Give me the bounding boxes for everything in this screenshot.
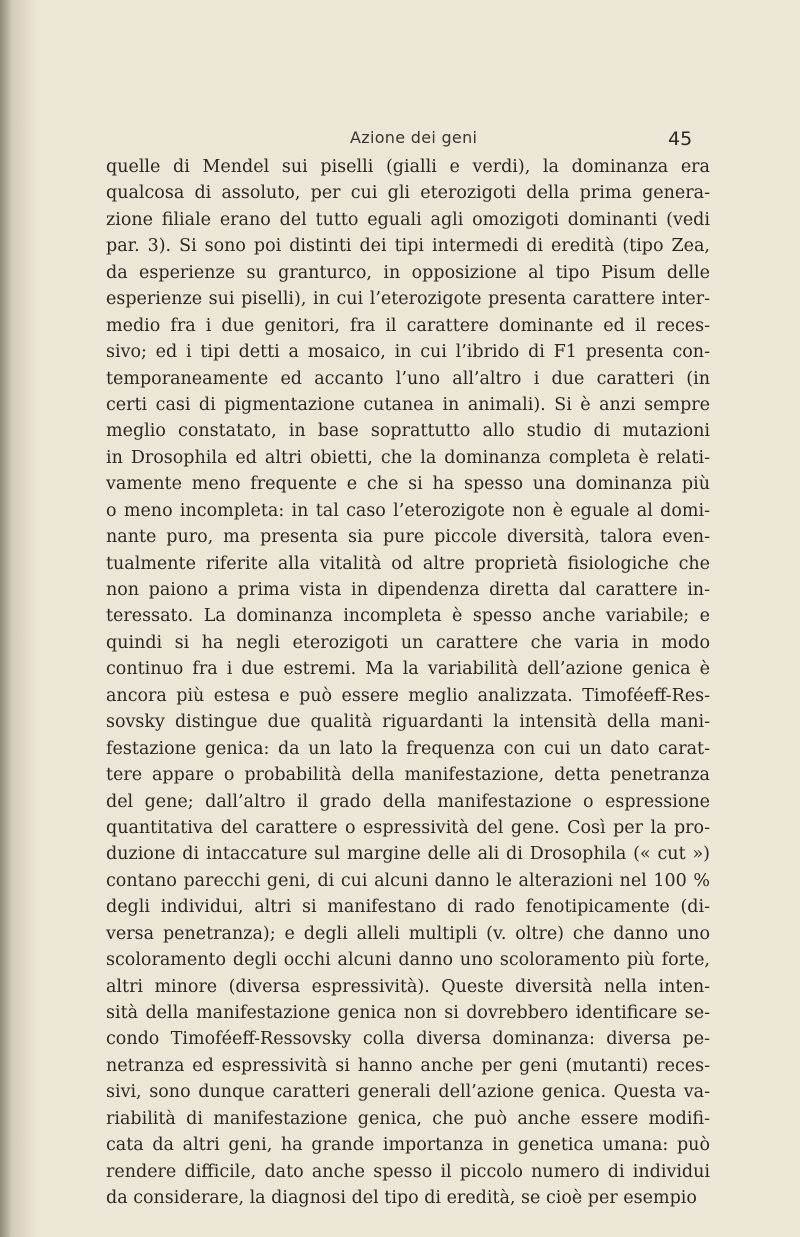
body-text (106, 154, 710, 1212)
text-line: non paiono a prima vista in dipendenza diretta dal carattere in- (106, 580, 710, 600)
text-line: riabilità di manifestazione genica, che può anche essere modifi- (106, 1108, 710, 1129)
text-line: cata da altri geni, ha grande importanza in genetica umana: può (106, 1135, 710, 1156)
text-line: quelle di Mendel sui piselli (gialli e verdi), la dominanza era (106, 157, 710, 177)
text-line: festazione genica: da un lato la frequenza con cui un dato carat- (106, 738, 710, 759)
text-line: del gene; dall’altro il grado della manifestazione o espressione (106, 791, 710, 812)
text-line: condo Timoféeff-Ressovsky colla diversa dominanza: diversa pe- (106, 1029, 710, 1050)
text-line: teressato. La dominanza incompleta è spesso anche variabile; e (106, 606, 710, 627)
text-line: sità della manifestazione genica non si dovrebbero identificare se- (106, 1003, 710, 1023)
text-line: certi casi di pigmentazione cutanea in animali). Si è anzi sempre (106, 394, 710, 415)
text-line: continuo fra i due estremi. Ma la variabilità dell’azione genica è (106, 659, 710, 680)
text-line: temporaneamente ed accanto l’uno all’altro i due caratteri (in (106, 368, 710, 389)
text-line: sovsky distingue due qualità riguardanti la intensità della mani- (106, 712, 710, 733)
text-line: qualcosa di assoluto, per cui gli eterozigoti della prima genera- (106, 183, 710, 204)
text-line: altri minore (diversa espressività). Queste diversità nella inten- (106, 976, 710, 997)
text-line: quantitativa del carattere o espressività del gene. Così per la pro- (106, 817, 710, 838)
text-line: zione filiale erano del tutto eguali agli omozigoti dominanti (vedi (106, 209, 710, 230)
text-line: netranza ed espressività si hanno anche per geni (mutanti) reces- (106, 1055, 710, 1076)
text-line: tere appare o probabilità della manifestazione, detta penetranza (106, 765, 710, 786)
text-line: rendere difficile, dato anche spesso il piccolo numero di individui (106, 1161, 710, 1182)
text-line: sivo; ed i tipi detti a mosaico, in cui l’ibrido di F1 presenta con- (106, 342, 710, 363)
text-line: in Drosophila ed altri obietti, che la dominanza completa è relati- (106, 447, 710, 468)
text-line: da considerare, la diagnosi del tipo di eredità, se cioè per esempio (106, 1188, 697, 1209)
text-line: nante puro, ma presenta sia pure piccole diversità, talora even- (106, 527, 710, 548)
text-line: vamente meno frequente e che si ha spesso una dominanza più (106, 474, 710, 495)
text-line: meglio constatato, in base soprattutto allo studio di mutazioni (106, 421, 710, 442)
running-head: Azione dei geni (350, 128, 478, 147)
text-line: ancora più estesa e può essere meglio analizzata. Timoféeff-Res- (106, 685, 710, 706)
text-line: tualmente riferite alla vitalità od altre proprietà fisiologiche che (106, 553, 710, 574)
text-line: duzione di intaccature sul margine delle ali di Drosophila (« cut ») (106, 844, 710, 865)
text-line: esperienze sui piselli), in cui l’eterozigote presenta carattere inter- (106, 289, 710, 310)
page-edge-shadow (0, 0, 38, 1237)
text-line: contano parecchi geni, di cui alcuni danno le alterazioni nel 100 % (106, 870, 710, 891)
text-line: medio fra i due genitori, fra il carattere dominante ed il reces- (106, 315, 710, 336)
text-line: par. 3). Si sono poi distinti dei tipi intermedi di eredità (tipo Zea, (106, 236, 710, 257)
text-line: da esperienze su granturco, in opposizione al tipo Pisum delle (106, 262, 710, 283)
text-line: versa penetranza); e degli alleli multipli (v. oltre) che danno uno (106, 923, 710, 944)
text-line: quindi si ha negli eterozigoti un carattere che varia in modo (106, 632, 710, 653)
page-number: 45 (668, 128, 693, 150)
text-line: scoloramento degli occhi alcuni danno uno scoloramento più forte, (106, 950, 710, 971)
text-line: degli individui, altri si manifestano di rado fenotipicamente (di- (106, 897, 710, 918)
text-line: o meno incompleta: in tal caso l’eterozigote non è eguale al domi- (106, 500, 710, 521)
text-line: sivi, sono dunque caratteri generali dell’azione genica. Questa va- (106, 1082, 710, 1103)
